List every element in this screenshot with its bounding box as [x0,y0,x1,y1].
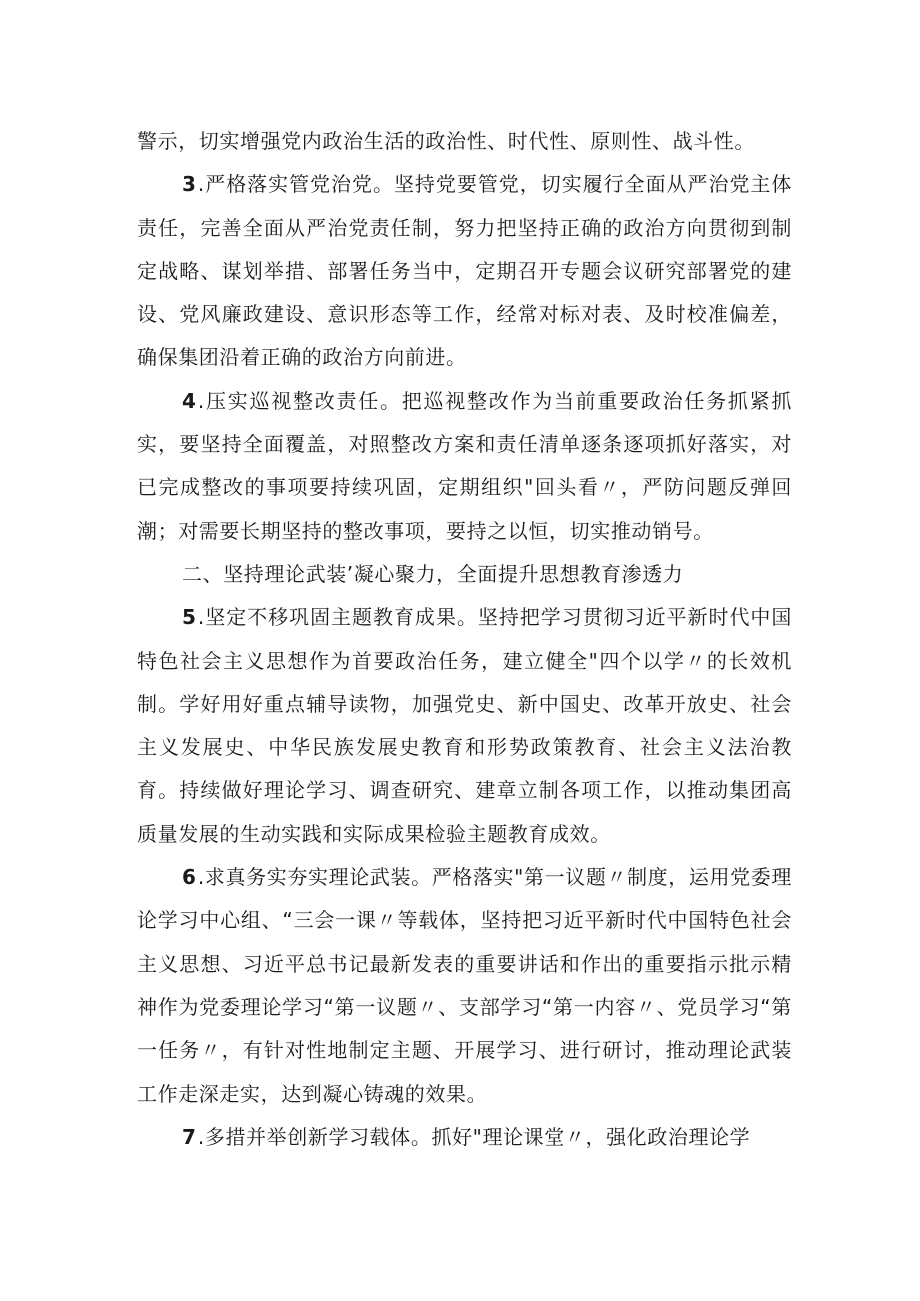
paragraph-text: 警示，切实增强党内政治生活的政治性、时代性、原则性、战斗性。 [137,129,755,153]
section-heading-two [137,553,792,596]
paragraph-3-strict-party-governance [137,163,792,379]
paragraph-text: .严格落实管党治党。坚持党要管党，切实履行全面从严治党主体责任，完善全面从严治党责任制，努力把坚持正确的政治方向贯彻到制定战略、谋划举措、部署任务当中，定期召开专题会议研究部署党的建设、党风廉政建设、意识形态等工作，经常对标对表、及时校准偏差，确保集团沿着正确的政治方向前进。 [137,172,792,370]
paragraph-7-learning-carriers [137,1116,792,1159]
paragraph-number: 6 [182,865,198,890]
paragraph-continuation [137,120,792,163]
paragraph-number: 3 [182,172,198,197]
paragraph-6-theory-arming [137,856,792,1116]
paragraph-5-theme-education [137,596,792,856]
paragraph-text: .坚定不移巩固主题教育成果。坚持把学习贯彻习近平新时代中国特色社会主义思想作为首要政治任务，建立健全"四个以学〃的长效机制。学好用好重点辅导读物，加强党史、新中国史、改革开放史、社会主义发展史、中华民族发展史教育和形势政策教育、社会主义法治教育。持续做好理论学习、调查研究、建章立制各项工作，以推动集团高质量发展的生动实践和实际成果检验主题教育成效。 [137,605,792,846]
document-body [137,120,792,1159]
paragraph-number: 4 [182,388,198,413]
paragraph-number: 5 [182,605,198,630]
paragraph-text: .压实巡视整改责任。把巡视整改作为当前重要政治任务抓紧抓实，要坚持全面覆盖，对照整改方案和责任清单逐条逐项抓好落实，对已完成整改的事项要持续巩固，定期组织"回头看〃，严防问题反弹回潮；对需要长期坚持的整改事项，要持之以恒，切实推动销号。 [137,388,792,543]
paragraph-text: .多措并举创新学习载体。抓好"理论课堂〃，强化政治理论学 [197,1124,751,1149]
paragraph-text: .求真务实夯实理论武装。严格落实"第一议题〃制度，运用党委理论学习中心组、“三会一课〃等载体，坚持把习近平新时代中国特色社会主义思想、习近平总书记最新发表的重要讲话和作出的重要指示批示精神作为党委理论学习“第一议题〃、支部学习“第一内容〃、党员学习“第一任务〃，有针对性地制定主题、开展学习、进行研讨，推动理论武装工作走深走实，达到凝心铸魂的效果。 [137,865,792,1106]
paragraph-4-inspection-rectification [137,380,792,553]
paragraph-number: 7 [182,1124,198,1149]
section-heading-text: 二、坚持理论武装’凝心聚力，全面提升思想教育渗透力 [182,561,684,586]
